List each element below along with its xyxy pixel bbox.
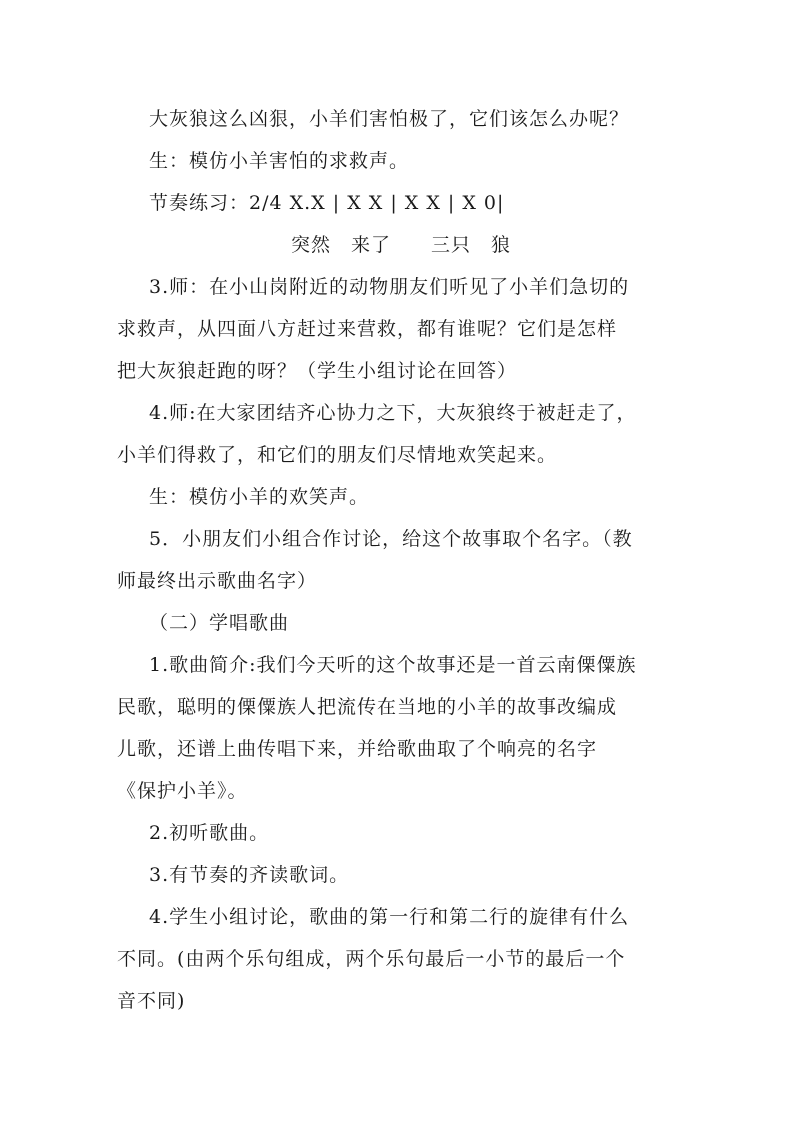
paragraph-line: 生：模仿小羊害怕的求救声。	[149, 150, 410, 172]
paragraph-line: 求救声，从四面八方赶过来营救，都有谁呢？它们是怎样	[117, 318, 618, 340]
paragraph-line: 儿歌，还谱上曲传唱下来，并给歌曲取了个响亮的名字	[117, 738, 598, 760]
paragraph-line: 1.歌曲简介:我们今天听的这个故事还是一首云南傈僳族	[149, 654, 637, 676]
paragraph-line: 3.有节奏的齐读歌词。	[149, 864, 350, 886]
paragraph-line: 小羊们得救了，和它们的朋友们尽情地欢笑起来。	[117, 444, 558, 466]
paragraph-line: 音不同)	[117, 990, 186, 1012]
paragraph-line: 4.师:在大家团结齐心协力之下，大灰狼终于被赶走了，	[149, 402, 637, 424]
paragraph-line: 师最终出示歌曲名字）	[117, 570, 318, 592]
paragraph-line: 把大灰狼赶跑的呀？（学生小组讨论在回答）	[117, 360, 518, 382]
paragraph-line: 民歌，聪明的傈僳族人把流传在当地的小羊的故事改编成	[117, 696, 618, 718]
paragraph-line: 3.师：在小山岗附近的动物朋友们听见了小羊们急切的	[149, 276, 630, 298]
paragraph-line: 5．小朋友们小组合作讨论，给这个故事取个名字。（教	[149, 528, 633, 550]
paragraph-line: 生：模仿小羊的欢笑声。	[149, 486, 370, 508]
paragraph-line: 不同。(由两个乐句组成，两个乐句最后一小节的最后一个	[117, 948, 626, 970]
section-heading: （二）学唱歌曲	[149, 612, 290, 634]
rhythm-lyrics: 突然 来了 三只 狼	[291, 234, 512, 256]
paragraph-line: 《保护小羊》。	[117, 780, 248, 802]
rhythm-exercise: 节奏练习：2/4 X.X | X X | X X | X 0|	[149, 192, 505, 214]
paragraph-line: 大灰狼这么凶狠，小羊们害怕极了，它们该怎么办呢？	[149, 108, 630, 130]
paragraph-line: 4.学生小组讨论，歌曲的第一行和第二行的旋律有什么	[149, 906, 630, 928]
paragraph-line: 2.初听歌曲。	[149, 822, 270, 844]
